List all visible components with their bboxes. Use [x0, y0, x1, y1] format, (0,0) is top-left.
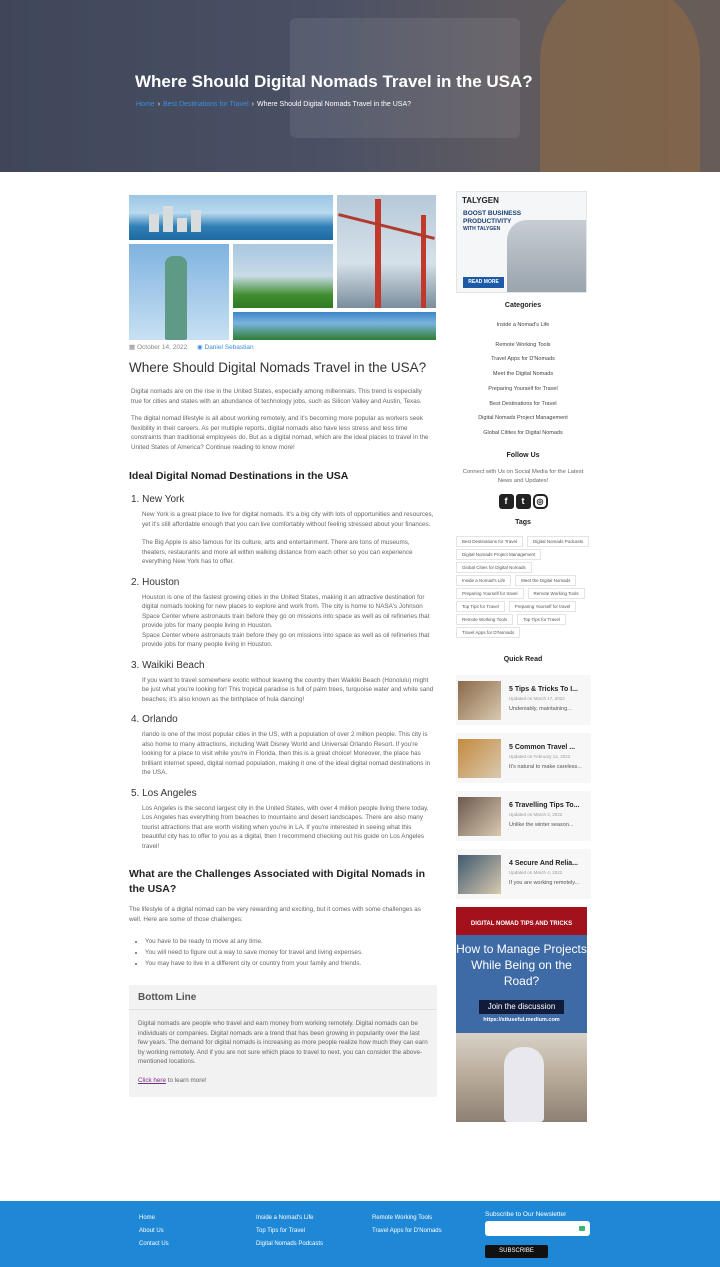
subscribe-button[interactable]: SUBSCRIBE — [485, 1245, 548, 1258]
quick-read-heading: Quick Read — [503, 655, 543, 663]
destination-text: rlando is one of the most popular cities in the US, with a population of over 2 million people. This city is also home to many attractions, including Walt Disney World and Universal Orlando Resort. If you're looking for a place to visit while you're in Florida, then this is a great choice! Moreover, the place has brilliant internet speed, digital nomad population, making it one of the ideal digital nomad destinations in the USA. — [142, 731, 431, 776]
destination-heading: 1. New York — [131, 494, 185, 505]
image-beach — [233, 312, 436, 340]
social-links — [456, 494, 590, 509]
tag-pill[interactable]: Remote Working Tools — [528, 588, 585, 599]
category-list — [456, 318, 590, 441]
email-icon — [579, 1226, 585, 1231]
page-title: Where Should Digital Nomads Travel in the USA? — [135, 72, 533, 91]
tag-pill[interactable]: Preparing Yourself for travel — [456, 588, 524, 599]
quick-read-title[interactable]: 4 Secure And Relia... — [509, 859, 578, 867]
quick-read-title[interactable]: 5 Tips & Tricks To I... — [509, 685, 578, 693]
quick-read-date: Updated on February 14, 2022 — [509, 753, 571, 759]
destination-item — [129, 714, 437, 778]
post-meta — [129, 343, 437, 351]
footer-link[interactable]: Remote Working Tools — [372, 1215, 433, 1221]
footer-link[interactable]: Inside a Nomad's Life — [256, 1215, 314, 1221]
quick-read-date: Updated on March 17, 2022 — [509, 695, 565, 701]
footer-link[interactable]: Travel Apps for D'Nomads — [372, 1228, 442, 1234]
tag-pill[interactable]: Digital Nomads Podcasts — [527, 536, 589, 547]
destination-list — [129, 494, 437, 851]
destination-heading: 2. Houston — [131, 576, 180, 588]
destination-heading: 3. Waikiki Beach — [131, 659, 205, 671]
footer-link-contact[interactable]: Contact Us — [139, 1241, 169, 1247]
category-link[interactable]: Meet the Digital Nomads — [492, 371, 554, 378]
image-statue-of-liberty — [129, 244, 229, 340]
learn-more-line — [129, 1076, 437, 1086]
ad-people-image — [507, 220, 587, 292]
section-heading: What are the Challenges Associated with Digital Nomads in the USA? — [129, 868, 425, 895]
tags-heading: Tags — [515, 518, 531, 526]
quick-read-excerpt: If you are working remotely... — [509, 879, 580, 886]
sidebar — [456, 191, 590, 1122]
instagram-icon[interactable]: ◎ — [533, 494, 548, 509]
ad-line: BOOST BUSINESS — [463, 210, 522, 217]
image-honolulu — [129, 195, 333, 240]
tag-pill[interactable]: Travel Apps for D'Nomads — [456, 627, 520, 638]
tag-cloud — [456, 536, 590, 638]
quick-read-item[interactable] — [456, 675, 591, 725]
quick-read-title[interactable]: 6 Travelling Tips To... — [509, 801, 580, 809]
footer-link[interactable]: Digital Nomads Podcasts — [256, 1241, 324, 1247]
destination-text: Los Angeles is the second largest city in the United States, with over 4 million people living there today. Los Angeles has everything from beaches to mountains and desert landscapes. There are also many tourist attractions that are worth visiting when you're in LA. If you're interested in seeing what this beautiful city has to offer to you as a digital, then I recommend checking out his guide on Los Angeles travel! — [142, 804, 429, 850]
category-link[interactable]: Best Destinations for Travel — [489, 400, 557, 407]
join-discussion-button[interactable]: Join the discussion — [479, 1000, 564, 1014]
destination-text: Space Center where astronauts train before they go on missions into space as well as oil refineries that provide jobs for many people living in Houston. — [142, 631, 430, 648]
quick-read-title[interactable]: 5 Common Travel ... — [509, 743, 576, 751]
follow-text: Connect with Us on Social Media for the Latest News and Updates! — [462, 468, 584, 484]
bottom-line-text: Digital nomads are people who travel and earn money from working remotely. Digital nomads can be individuals or companies. Digital nomads are a trend that has been growing in popularity over the last few years. The demand for digital nomads is increasing as more people realize how much they can earn by working remotely. And if you are not sure which place to travel to next, you can consider the above-mentioned locations. — [138, 1020, 428, 1065]
list-item: • You have to be ready to move at any time. — [145, 936, 437, 947]
tag-pill[interactable]: Preparing Yourself for travel — [509, 601, 577, 612]
tag-pill[interactable]: Top Tips for Travel — [517, 614, 566, 625]
intro-paragraph: Digital nomads are on the rise in the United States, especially among millennials. This trend is especially true for cities and states with an abundance of technology jobs, such as Silicon Valley and Austin, Texas. — [131, 388, 422, 405]
tag-pill[interactable]: Remote Working Tools — [456, 614, 513, 625]
tag-pill[interactable]: Inside a Nomad's Life — [456, 575, 511, 586]
intro-paragraph: The digital nomad lifestyle is all about working remotely, and it's becoming more popular as workers seek flexibility in their careers. As per multiple reports, digital nomads also have less stress and less time constraints than traditional employees do. But as a digital nomad, which are the ideal places to travel in the United States of America? Continue reading to know more! — [131, 415, 429, 451]
destination-text: The Big Apple is also famous for its culture, arts and entertainment. There are tons of museums, theaters, restaurants and more all within walking distance from each other so you can experience everything New York has to offer. — [142, 539, 413, 565]
breadcrumb — [136, 101, 411, 108]
featured-image-collage — [129, 195, 436, 340]
quick-read-item[interactable] — [456, 733, 591, 783]
tag-pill[interactable]: Top Tips for Travel — [456, 601, 505, 612]
post-author[interactable] — [197, 344, 254, 351]
destination-text: If you want to travel somewhere exotic without leaving the country then Waikiki Beach (Honolulu) might be just what you're looking for! This tropical paradise is full of palm trees, turquoise water and white sand beaches; it's also known as the birthplace of hula dancing! — [142, 676, 434, 703]
hero-person-image — [540, 0, 700, 172]
ad2-photo — [456, 1033, 587, 1122]
breadcrumb-separator-icon: › — [251, 101, 254, 108]
quick-read-excerpt: It's natural to make careless... — [509, 763, 582, 770]
category-link[interactable]: Inside a Nomad's Life — [496, 322, 550, 328]
newsletter-email-input[interactable] — [485, 1221, 590, 1236]
quick-read-date: Updated on March 3, 2022 — [509, 811, 563, 817]
category-link[interactable]: Preparing Yourself for Travel — [488, 385, 558, 392]
destination-item — [129, 577, 437, 650]
post-date: October 14, 2022 — [136, 344, 188, 351]
article-title: Where Should Digital Nomads Travel in the USA? — [129, 360, 427, 375]
tag-pill[interactable]: Meet the Digital Nomads — [515, 575, 576, 586]
ad-line: WITH TALYGEN — [463, 226, 501, 232]
destination-text: Houston is one of the fastest growing cities in the United States, making it an attractive destination for digital nomads looking for new places to explore and work from. The city is home to NASA's Johnson Space Center where astronauts train before they go on missions into space as well as oil refineries that provide jobs for many people living in Houston. — [142, 593, 430, 629]
destination-heading: 5. Los Angeles — [131, 787, 197, 799]
destination-item — [129, 494, 437, 567]
breadcrumb-home[interactable]: Home — [136, 101, 155, 108]
quick-read-excerpt: Undeniably, maintaining... — [509, 705, 572, 712]
bottom-line-box — [129, 985, 437, 1097]
hero-banner — [0, 0, 720, 172]
user-icon: ◉ — [197, 344, 203, 351]
challenges-list — [145, 936, 437, 969]
destination-text: New York is a great place to live for digital nomads. It's a big city with lots of opportunities and resources, yet it's still affordable enough that you can live comfortably without feeling stressed about your finances. — [142, 511, 434, 528]
quick-read-thumbnail[interactable] — [458, 855, 501, 894]
footer-link-about[interactable]: About Us — [139, 1228, 164, 1234]
destination-item — [129, 660, 437, 705]
calendar-icon: ▦ — [129, 344, 136, 351]
destination-heading: 4. Orlando — [131, 714, 178, 725]
quick-read-date: Updated on March 4, 2022 — [509, 869, 563, 875]
list-item: • You may have to live in a different city or country from your family and friends. — [145, 958, 437, 969]
list-item: • You will need to figure out a way to save money for travel and living expenses. — [145, 947, 437, 958]
footer — [0, 1201, 720, 1267]
category-link[interactable]: Digital Nomads Project Management — [478, 415, 568, 422]
quick-read-item[interactable] — [456, 791, 591, 841]
ad2-banner: DIGITAL NOMAD TIPS AND TRICKS — [456, 907, 587, 935]
quick-read-excerpt: Unlike the winter season... — [509, 821, 574, 828]
category-link[interactable]: Remote Working Tools — [495, 341, 551, 348]
image-golden-gate — [337, 195, 436, 308]
category-link[interactable]: Global Citites for Digital Nomads — [483, 429, 563, 436]
breadcrumb-current: Where Should Digital Nomads Travel in the USA? — [256, 101, 412, 108]
section-heading: Ideal Digital Nomad Destinations in the USA — [129, 470, 349, 482]
post-author-name[interactable]: Daniel Sebastian — [204, 344, 254, 351]
category-link[interactable]: Travel Apps for D'Nomads — [491, 356, 555, 363]
quick-read-thumbnail[interactable] — [458, 797, 501, 836]
newsletter-heading: Subscribe to Our Newsletter — [485, 1211, 567, 1218]
follow-heading: Follow Us — [506, 451, 540, 459]
ad2-url: https://situseful.medium.com — [483, 1016, 560, 1023]
digital-nomad-ad[interactable] — [456, 907, 587, 1122]
quick-read-thumbnail[interactable] — [458, 739, 501, 778]
quick-read-item[interactable] — [456, 849, 591, 899]
breadcrumb-separator-icon: › — [157, 101, 161, 108]
destination-item — [129, 788, 437, 852]
footer-link[interactable]: Top Tips for Travel — [256, 1228, 306, 1234]
categories-heading: Categories — [504, 302, 542, 309]
bottom-line-heading: Bottom Line — [129, 985, 437, 1010]
tag-pill[interactable]: Best Destinations for Travel — [456, 536, 523, 547]
article — [129, 195, 437, 1097]
twitter-icon[interactable]: t — [516, 494, 531, 509]
image-city-park — [233, 244, 333, 308]
ad-line: PRODUCTIVITY — [463, 218, 512, 225]
footer-link-home[interactable]: Home — [139, 1215, 156, 1221]
ad2-headline: How to Manage Projects While Being on the Road? — [456, 941, 587, 988]
tag-pill[interactable]: Digital Nomads Project Management — [456, 549, 541, 560]
learn-more-suffix: to learn more! — [166, 1076, 207, 1084]
read-more-button[interactable]: READ MORE — [463, 277, 504, 288]
challenges-intro: The lifestyle of a digital nomad can be very rewarding and exciting, but it comes with some challenges as well. Here are some of those challenges: — [129, 906, 421, 923]
quick-read-thumbnail[interactable] — [458, 681, 501, 720]
breadcrumb-category[interactable]: Best Destinations for Travel — [163, 101, 249, 108]
facebook-icon[interactable]: f — [499, 494, 514, 509]
talygen-logo: TALYGEN — [462, 196, 499, 205]
talygen-ad[interactable] — [456, 191, 587, 293]
click-here-link[interactable]: Click here — [138, 1076, 166, 1084]
quick-read-list — [456, 675, 590, 899]
tag-pill[interactable]: Global Cities for Digital Nomads — [456, 562, 532, 573]
